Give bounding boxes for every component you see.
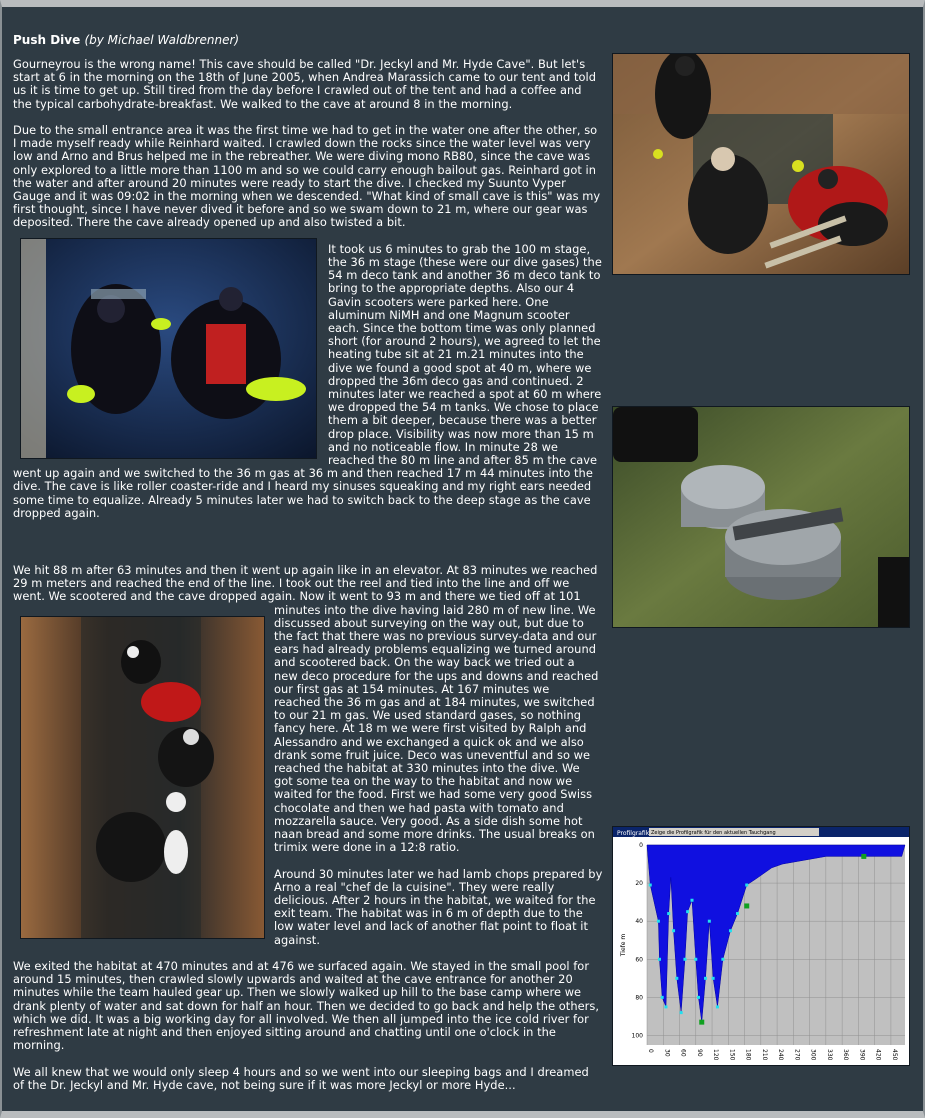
- profile-point: [672, 929, 675, 932]
- x-tick-label: 270: [793, 1049, 801, 1061]
- y-tick-label: 40: [635, 918, 643, 926]
- profile-point: [712, 977, 715, 980]
- y-tick-label: 0: [639, 842, 643, 849]
- article-title-text: Push Dive: [13, 33, 81, 47]
- y-tick-label: 100: [631, 1032, 643, 1040]
- profile-point: [704, 977, 707, 980]
- article-paragraph: It took us 6 minutes to grab the 100 m stage, the 36 m stage (these were our dive gases) the 54 m deco tank and another 36 m deco tank to bring to the appropriate depths. Also our 4 Gavin scooters were parked here. One aluminum NiMH and one Magnum scooter each. Since the bottom time was only planned short (for around 2 hours), we agreed to let the heating tube sit at 21 m.21 minutes into the dive we found a good spot at 40 m, where we dropped the 36m deco gas and continued. 2 minutes later we reached a spot at 60 m where we dropped the 54 m tanks. We chose to place them a bit deeper, because there was a better drop place. Visibility was now more than 15 m and no noticeable flow. In minute 28 we reached the 80 m line and after 85 m the cave went up again and we switched to the 36 m gas at 36 m and then reached 17 m 44 minutes into the dive. The cave is like roller coaster-ride and I heard my sinuses squeaking and my right ears needed some time to equalize. Already 5 minutes later we had to switch back to the deep stage as the cave dropped again.: [13, 241, 602, 520]
- profile-point: [661, 996, 664, 999]
- profile-point: [658, 958, 661, 961]
- divers-at-entrance-photo: [612, 53, 910, 275]
- profile-point: [736, 912, 739, 915]
- profile-point: [686, 910, 689, 913]
- x-tick-label: 330: [825, 1049, 833, 1061]
- x-tick-label: 30: [663, 1049, 671, 1057]
- x-tick-label: 120: [712, 1049, 720, 1061]
- scooters-on-grass-photo: [612, 406, 910, 628]
- scooters-on-grass-illustration: [613, 407, 910, 628]
- profile-point: [667, 912, 670, 915]
- y-tick-label: 20: [635, 880, 643, 888]
- gas-switch-marker: [861, 854, 866, 859]
- profile-point: [716, 1005, 719, 1008]
- profile-point: [708, 920, 711, 923]
- x-tick-label: 450: [890, 1049, 898, 1061]
- chart-header-label: Profilgrafik: [617, 830, 650, 837]
- profile-point: [694, 958, 697, 961]
- dive-profile-svg: [613, 827, 910, 1066]
- profile-point: [721, 958, 724, 961]
- x-tick-label: 390: [858, 1049, 866, 1061]
- profile-point: [680, 1011, 683, 1014]
- x-tick-label: 240: [777, 1049, 785, 1061]
- gas-switch-marker: [744, 903, 749, 908]
- x-tick-label: 300: [809, 1049, 817, 1061]
- article-paragraph: We exited the habitat at 470 minutes and at 476 we surfaced again. We stayed in the small pool for around 15 minutes, then crawled slowly upwards and waited at the cave entrance for another 20 minutes while the team hauled gear up. Then we slowly walked up hill to the base camp where we drank plenty of water and sat down for half an hour. Then we decided to go back and help the others, which we did. It was a big working day for all involved. We then all jumped into the ice cold river for refreshment late at night and then enjoyed sitting around and chatting until one o'clock in the morning.: [13, 959, 600, 1053]
- y-tick-label: 80: [635, 994, 643, 1002]
- profile-point: [697, 996, 700, 999]
- plot-area: [620, 842, 905, 1061]
- profile-point: [690, 899, 693, 902]
- photo-float-space: [13, 238, 328, 466]
- article-paragraph: Around 30 minutes later we had lamb chops prepared by Arno a real "chef de la cuisine". They were really delicious. After 2 hours in the habitat, we waited for the exit team. The habitat was in 6 m of depth due to the low water level and lack of another flat point to float it against.: [274, 866, 603, 947]
- dive-profile-chart: [612, 826, 910, 1066]
- article-paragraph: Gourneyrou is the wrong name! This cave should be called "Dr. Jeckyl and Mr. Hyde Cave". But let's start at 6 in the morning on the 18th of June 2005, when Andrea Marassich came to our tent and told us it is time to get up. Still tired from the day before I crawled out of the tent and had a coffee and the typical carbohydrate-breakfast. We walked to the cave at around 8 in the morning.: [13, 57, 596, 111]
- article-title: [13, 33, 239, 47]
- profile-point: [649, 884, 652, 887]
- x-tick-label: 360: [842, 1049, 850, 1061]
- x-tick-label: 180: [744, 1049, 752, 1061]
- x-tick-label: 420: [874, 1049, 882, 1061]
- article-body: [13, 58, 603, 1098]
- profile-point: [683, 958, 686, 961]
- gas-switch-marker: [699, 1020, 704, 1025]
- y-axis-label: Tiefe m: [620, 933, 627, 957]
- chart-caption: Zeige die Profilgrafik für den aktuellen Tauchgang: [651, 830, 776, 836]
- profile-point: [745, 884, 748, 887]
- x-tick-label: 0: [647, 1049, 654, 1053]
- profile-point: [675, 977, 678, 980]
- profile-point: [729, 929, 732, 932]
- x-tick-label: 90: [695, 1049, 703, 1057]
- article-paragraph: We hit 88 m after 63 minutes and then it went up again like in an elevator. At 83 minutes we reached 29 m meters and reached the end of the line. I took out the reel and tied into the line and off we went. We scootered and the cave dropped again. Now it went to 93 m and there we tied off at 101 minutes into the dive having laid 280 m of new line. We discussed about surveying on the way out, but due to the fact that there was no previous survey-data and our ears had already problems equalizing we turned around and scootered back. On the way back we tried out a new deco procedure for the ups and downs and reached our first gas at 154 minutes. At 167 minutes we reached the 36 m gas and at 184 minutes, we switched to our 21 m gas. We used standard gases, so nothing fancy here. At 18 m we were first visited by Ralph and Alessandro and we exchanged a quick ok and we also drank some fruit juice. Deco was uneventful and so we reached the habitat at 330 minutes into the dive. We got some tea on the way to the habitat and now we waited for the food. First we had some very good Swiss chocolate and then we had pasta with tomato and mozzarella sauce. Very good. As a side dish some hot naan bread and some more drinks. The usual breaks on trimix were done in a 12:8 ratio.: [13, 563, 599, 855]
- article-byline: (by Michael Waldbrenner): [84, 33, 240, 47]
- y-tick-label: 60: [635, 956, 643, 964]
- x-tick-label: 60: [679, 1049, 687, 1057]
- divers-at-entrance-illustration: [613, 54, 910, 275]
- x-tick-label: 150: [728, 1049, 736, 1061]
- profile-point: [664, 1005, 667, 1008]
- photo-float-space: [13, 616, 274, 942]
- article-paragraph: We all knew that we would only sleep 4 hours and so we went into our sleeping bags and I dreamed of the Dr. Jeckyl and Mr. Hyde cave, not being sure if it was more Jeckyl or more Hyde...: [13, 1064, 589, 1092]
- article-section-2: [13, 564, 603, 1105]
- x-tick-label: 210: [760, 1049, 768, 1061]
- profile-point: [657, 920, 660, 923]
- article-section-1: [13, 58, 603, 520]
- article-paragraph: Due to the small entrance area it was the first time we had to get in the water one after the other, so I made myself ready while Reinhard waited. I crawled down the rocks since the water level was very low and Arno and Brus helped me in the rebreather. We were diving mono RB80, since the cave was only explored to a little more than 1100 m and so we could carry enough bailout gas. Reinhard got in the water and after around 20 minutes were ready to start the dive. I checked my Suunto Vyper Gauge and it was 09:02 in the morning when we descended. "What kind of small cave is this" was my first thought, since I have never dived it before and so we swam down to 21 m, where our gear was deposited. There the cave already opened up and also twisted a bit.: [13, 123, 601, 230]
